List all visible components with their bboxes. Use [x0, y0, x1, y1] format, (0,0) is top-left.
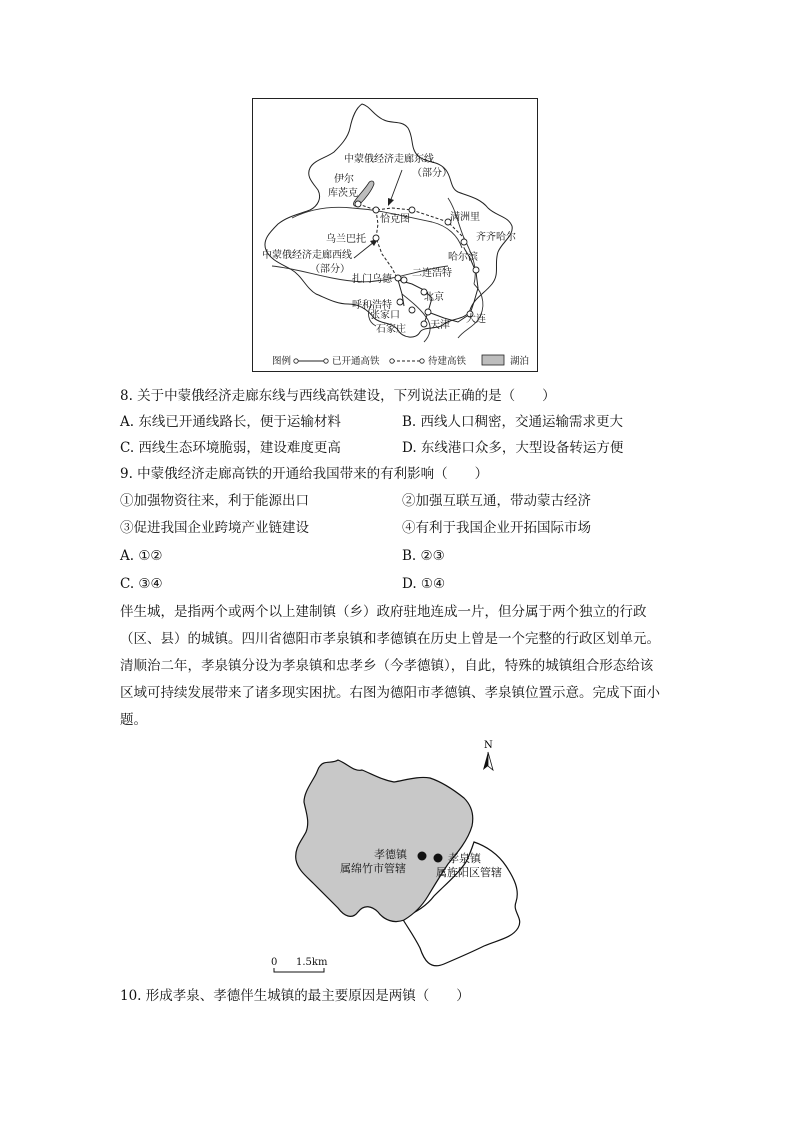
label-east-part: （部分）	[412, 168, 452, 179]
legend-pending: 待建高铁	[428, 356, 467, 367]
city-dot-tianjin	[425, 309, 431, 315]
city-kyakhta: 恰克图	[380, 214, 410, 225]
q9-statement-4: ④有利于我国企业开拓国际市场	[402, 520, 591, 536]
q9-statement-2: ②加强互联互通，带动蒙古经济	[402, 493, 591, 509]
town-map-svg	[262, 736, 532, 976]
city-zhangjiakou: 张家口	[370, 310, 400, 321]
corridor-map	[252, 98, 538, 372]
city-harbin: 哈尔滨	[448, 252, 478, 263]
city-dalian: 大连	[466, 314, 486, 325]
north-label: N	[484, 740, 493, 751]
town-map	[262, 736, 532, 976]
q8-option-b[interactable]: B. 西线人口稠密，交通运输需求更大	[402, 414, 624, 430]
q9-statement-1: ①加强物资往来，利于能源出口	[120, 493, 309, 509]
q10-stem: 10. 形成孝泉、孝德伴生城镇的最主要原因是两镇（ ）	[120, 988, 470, 1004]
city-manzhouli: 满洲里	[450, 212, 480, 223]
q8-option-c[interactable]: C. 西线生态环境脆弱，建设难度更高	[120, 440, 341, 456]
scale-distance: 1.5km	[296, 957, 328, 968]
legend-title: 图例	[272, 356, 292, 367]
city-dot-irkutsk	[355, 201, 361, 207]
q8-stem: 8. 关于中蒙俄经济走廊东线与西线高铁建设，下列说法正确的是（ ）	[120, 388, 556, 404]
passage-line-5: 题。	[120, 712, 147, 728]
city-dot-qiqihar	[461, 239, 467, 245]
city-qiqihar: 齐齐哈尔	[476, 232, 516, 243]
xiaode-name: 孝德镇	[374, 848, 407, 861]
xiaode-dot	[418, 852, 427, 861]
xiaoquan-name: 孝泉镇	[448, 852, 481, 865]
q9-option-c[interactable]: C. ③④	[120, 576, 163, 592]
corridor-map-svg	[252, 98, 538, 372]
scale-zero: 0	[271, 957, 278, 968]
passage-line-1: 伴生城，是指两个或两个以上建制镇（乡）政府驻地连成一片，但分属于两个独立的行政	[120, 604, 647, 620]
xiaoquan-dot	[434, 854, 443, 863]
legend-lake: 湖泊	[510, 356, 530, 367]
city-dot-hohhot	[397, 299, 403, 305]
city-dot-zhangjiakou	[409, 307, 415, 313]
legend-opened: 已开通高铁	[332, 356, 380, 367]
label-east-line: 中蒙俄经济走廊东线	[344, 154, 434, 165]
city-dot-erlian	[401, 277, 407, 283]
q9-statement-3: ③促进我国企业跨境产业链建设	[120, 520, 309, 536]
city-beijing: 北京	[424, 292, 444, 303]
q9-option-d[interactable]: D. ①④	[402, 576, 446, 592]
city-dot-shijiazhuang	[421, 321, 427, 327]
label-west-line: 中蒙俄经济走廊西线	[262, 250, 352, 261]
city-dot-node	[409, 207, 415, 213]
q8-option-a[interactable]: A. 东线已开通线路长，便于运输材料	[120, 414, 341, 430]
city-shijiazhuang: 石家庄	[376, 324, 406, 335]
city-zamynuud: 扎门乌德	[352, 274, 392, 285]
city-tianjin: 天津	[430, 320, 450, 331]
passage-line-4: 区域可持续发展带来了诸多现实困扰。右图为德阳市孝德镇、孝泉镇位置示意。完成下面小	[120, 685, 660, 701]
passage-line-2: （区、县）的城镇。四川省德阳市孝泉镇和孝德镇在历史上曾是一个完整的行政区划单元。	[120, 631, 660, 647]
city-dot-harbin	[473, 267, 479, 273]
xiaoquan-admin: 属旌阳区管辖	[436, 866, 502, 879]
north-arrow-icon	[483, 752, 488, 770]
city-erlian: 二连浩特	[412, 268, 452, 279]
xiaode-admin: 属绵竹市管辖	[340, 862, 406, 875]
legend-lake-swatch	[482, 355, 504, 365]
q9-option-a[interactable]: A. ①②	[120, 548, 163, 564]
city-dot-zamynuud	[395, 275, 401, 281]
city-ulaanbaatar: 乌兰巴托	[326, 234, 366, 245]
city-dot-ulaanbaatar	[373, 235, 379, 241]
scale-bar	[274, 968, 324, 972]
city-irkutsk: 伊尔	[334, 174, 354, 185]
passage-line-3: 清顺治二年，孝泉镇分设为孝泉镇和忠孝乡（今孝德镇），自此，特殊的城镇组合形态给该	[120, 658, 654, 674]
city-hohhot: 呼和浩特	[352, 300, 392, 311]
q9-option-b[interactable]: B. ②③	[402, 548, 445, 564]
q8-option-d[interactable]: D. 东线港口众多，大型设备转运方便	[402, 440, 624, 456]
city-dot-kyakhta	[373, 207, 379, 213]
label-west-part: （部分）	[310, 264, 350, 275]
city-irkutsk-2: 库茨克	[328, 188, 358, 199]
q9-stem: 9. 中蒙俄经济走廊高铁的开通给我国带来的有利影响（ ）	[120, 466, 489, 482]
